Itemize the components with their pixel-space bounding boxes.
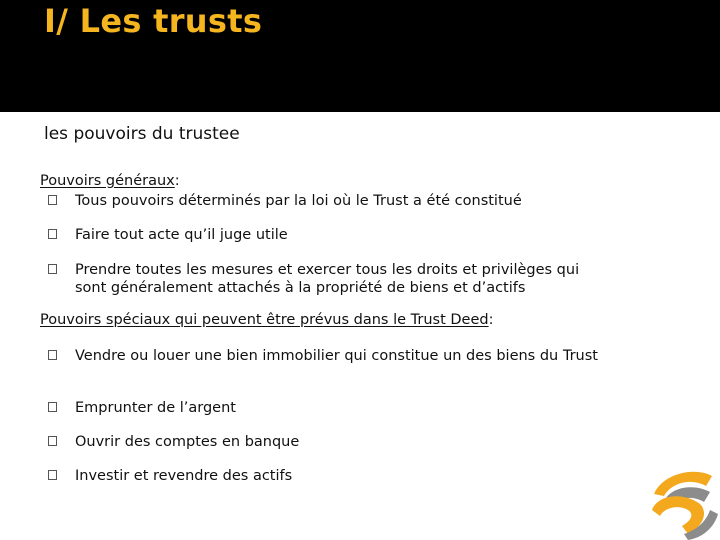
list-item-text: Vendre ou louer une bien immobilier qui constitue un des biens du Trust	[75, 348, 598, 364]
list-item-text: Emprunter de l’argent	[75, 400, 236, 416]
list-item-text: Tous pouvoirs déterminés par la loi où le Trust a été constitué	[75, 193, 522, 209]
list-item-text: Investir et revendre des actifs	[75, 468, 293, 484]
square-bullet-icon	[48, 470, 57, 480]
swirl-logo-icon	[644, 464, 720, 540]
special-powers-heading-label: Pouvoirs spéciaux qui peuvent être prévus dans le Trust Deed	[40, 312, 489, 328]
square-bullet-icon	[48, 229, 57, 239]
list-item	[48, 399, 608, 417]
slide-subtitle: les pouvoirs du trustee	[44, 124, 240, 144]
list-item-text: Prendre toutes les mesures et exercer tous les droits et privilèges qui sont généralement attachés à la propriété de biens et d’actifs	[75, 262, 580, 296]
square-bullet-icon	[48, 402, 57, 412]
list-item	[48, 347, 608, 365]
slide-title: I/ Les trusts	[44, 2, 263, 40]
special-powers-heading-suffix: :	[488, 312, 494, 328]
list-item	[48, 192, 608, 210]
list-item	[48, 226, 608, 244]
general-powers-heading-suffix: :	[174, 173, 180, 189]
list-item	[48, 467, 608, 485]
list-item	[48, 261, 608, 297]
list-item	[48, 433, 608, 451]
list-item-text: Faire tout acte qu’il juge utile	[75, 227, 288, 243]
square-bullet-icon	[48, 436, 57, 446]
square-bullet-icon	[48, 350, 57, 360]
general-powers-heading-label: Pouvoirs généraux	[40, 173, 175, 189]
general-powers-heading	[40, 173, 180, 189]
list-item-text: Ouvrir des comptes en banque	[75, 434, 300, 450]
square-bullet-icon	[48, 264, 57, 274]
title-bar	[0, 0, 720, 112]
square-bullet-icon	[48, 195, 57, 205]
special-powers-heading	[40, 312, 493, 328]
